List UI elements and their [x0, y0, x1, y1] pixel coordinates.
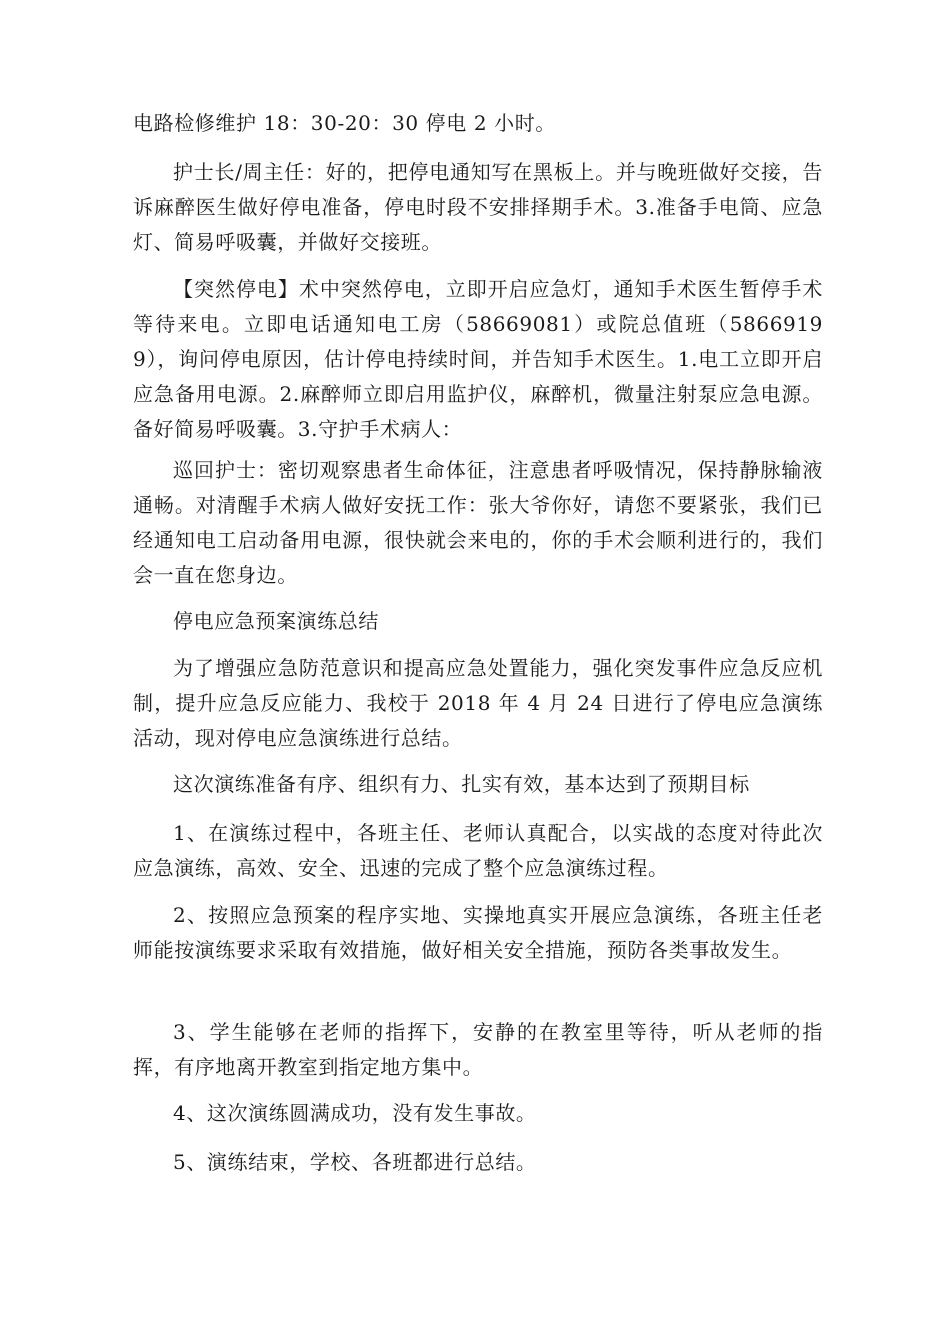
- paragraph-overall-assessment: 这次演练准备有序、组织有力、扎实有效，基本达到了预期目标: [173, 772, 750, 796]
- paragraph-circulating-nurse: 巡回护士：密切观察患者生命体征，注意患者呼吸情况，保持静脉输液通畅。对清醒手术病人做好安抚工作：张大爷你好，请您不要紧张，我们已经通知电工启动备用电源，很快就会来电的，你的手术会顺利进行的，我们会一直在您身边。: [133, 458, 823, 587]
- paragraph-summary-intro: 为了增强应急防范意识和提高应急处置能力，强化突发事件应急反应机制，提升应急反应能力、我校于 2018 年 4 月 24 日进行了停电应急演练活动，现对停电应急演练进行总结。: [133, 656, 823, 750]
- paragraph-head-nurse-reply: 护士长/周主任：好的，把停电通知写在黑板上。并与晚班做好交接，告诉麻醉医生做好停电准备，停电时段不安排择期手术。3.准备手电筒、应急灯、简易呼吸囊，并做好交接班。: [133, 160, 823, 254]
- section-heading-drill-summary: 停电应急预案演练总结: [173, 609, 379, 633]
- list-item-4: 4、这次演练圆满成功，没有发生事故。: [173, 1101, 537, 1125]
- list-item-3: 3、学生能够在老师的指挥下，安静的在教室里等待，听从老师的指挥，有序地离开教室到指定地方集中。: [133, 1020, 823, 1079]
- list-item-1: 1、在演练过程中，各班主任、老师认真配合，以实战的态度对待此次应急演练，高效、安全、迅速的完成了整个应急演练过程。: [133, 821, 823, 880]
- list-item-5: 5、演练结束，学校、各班都进行总结。: [173, 1150, 537, 1174]
- list-item-2: 2、按照应急预案的程序实地、实操地真实开展应急演练，各班主任老师能按演练要求采取有效措施，做好相关安全措施，预防各类事故发生。: [133, 903, 823, 962]
- paragraph-outage-time: 电路检修维护 18：30-20：30 停电 2 小时。: [133, 111, 556, 135]
- paragraph-sudden-outage: 【突然停电】术中突然停电，立即开启应急灯，通知手术医生暂停手术等待来电。立即电话通知电工房（58669081）或院总值班（58669199），询问停电原因，估计停电持续时间，并告知手术医生。1.电工立即开启应急备用电源。2.麻醉师立即启用监护仪，麻醉机，微量注射泵应急电源。备好简易呼吸囊。3.守护手术病人：: [133, 277, 823, 441]
